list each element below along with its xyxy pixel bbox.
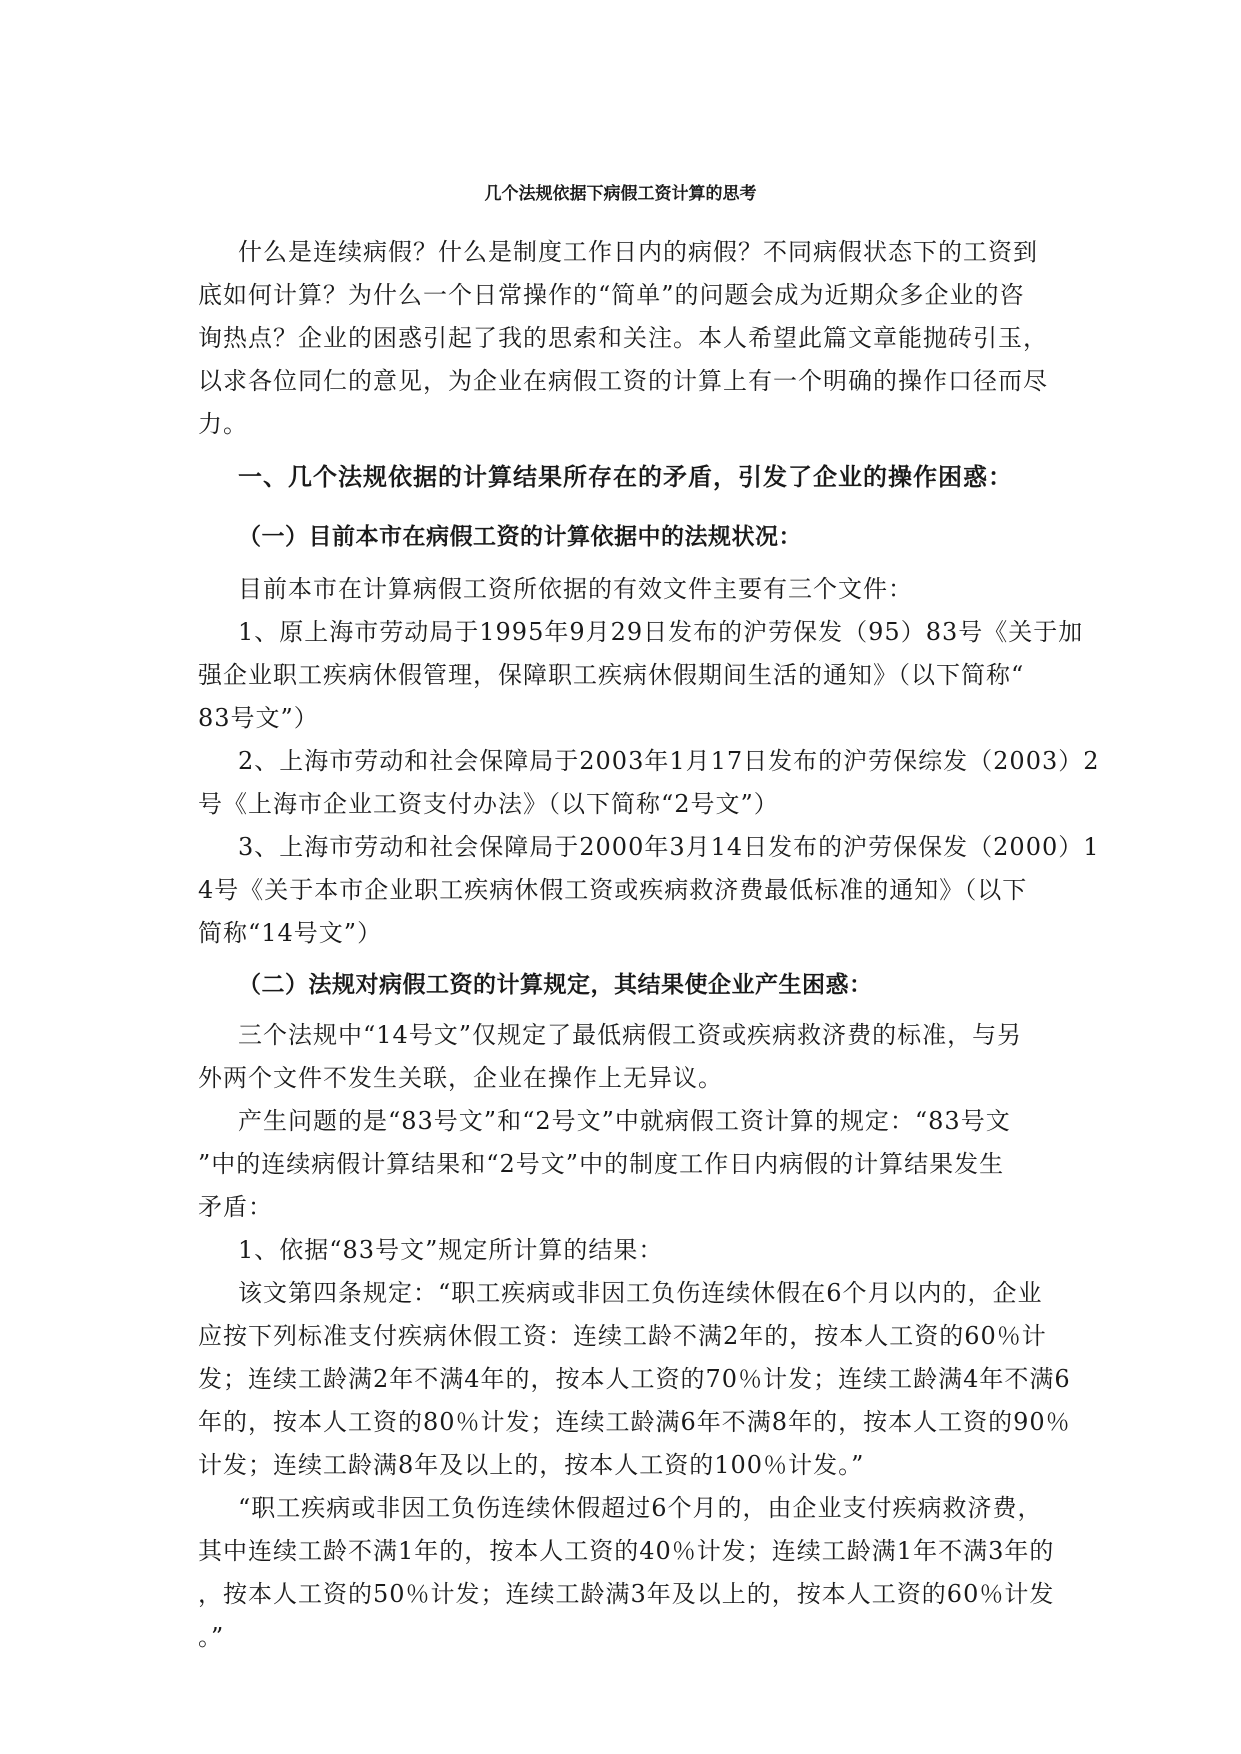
- body-line: 其中连续工龄不满1年的，按本人工资的40％计发；连续工龄满1年不满3年的: [198, 1537, 1055, 1565]
- body-line: 产生问题的是“83号文”和“2号文”中就病假工资计算的规定：“83号文: [238, 1107, 1011, 1135]
- subsection-heading: （二）法规对病假工资的计算规定，其结果使企业产生困惑：: [238, 972, 873, 998]
- body-line: 2、上海市劳动和社会保障局于2003年1月17日发布的沪劳保综发（2003）2: [238, 747, 1100, 775]
- body-line: 号《上海市企业工资支付办法》（以下简称“2号文”）: [198, 790, 779, 818]
- body-line: 1、依据“83号文”规定所计算的结果：: [238, 1236, 664, 1264]
- body-line: 计发；连续工龄满8年及以上的，按本人工资的100％计发。”: [198, 1451, 865, 1479]
- body-line: 应按下列标准支付疾病休假工资：连续工龄不满2年的，按本人工资的60％计: [198, 1322, 1047, 1350]
- body-line: 外两个文件不发生关联，企业在操作上无异议。: [198, 1064, 723, 1092]
- body-line: 强企业职工疾病休假管理，保障职工疾病休假期间生活的通知》（以下简称“: [198, 661, 1025, 689]
- body-line: ”中的连续病假计算结果和“2号文”中的制度工作日内病假的计算结果发生: [198, 1150, 1005, 1178]
- document-title: 几个法规依据下病假工资计算的思考: [484, 184, 757, 204]
- body-line: 简称“14号文”）: [198, 919, 383, 947]
- body-line: 年的，按本人工资的80％计发；连续工龄满6年不满8年的，按本人工资的90％: [198, 1408, 1071, 1436]
- body-line: ，按本人工资的50％计发；连续工龄满3年及以上的，按本人工资的60％计发: [198, 1580, 1055, 1608]
- body-line: 矛盾：: [198, 1193, 273, 1221]
- intro-line: 底如何计算？为什么一个日常操作的“简单”的问题会成为近期众多企业的咨: [198, 281, 1025, 309]
- subsection-heading: （一）目前本市在病假工资的计算依据中的法规状况：: [238, 524, 802, 550]
- body-line: 3、上海市劳动和社会保障局于2000年3月14日发布的沪劳保保发（2000）1: [238, 833, 1100, 861]
- intro-line: 以求各位同仁的意见，为企业在病假工资的计算上有一个明确的操作口径而尽: [198, 367, 1048, 395]
- body-line: 发；连续工龄满2年不满4年的，按本人工资的70％计发；连续工龄满4年不满6: [198, 1365, 1071, 1393]
- intro-line: 力。: [198, 410, 248, 438]
- body-line: 该文第四条规定：“职工疾病或非因工负伤连续休假在6个月以内的，企业: [238, 1279, 1043, 1307]
- body-line: 4号《关于本市企业职工疾病休假工资或疾病救济费最低标准的通知》（以下: [198, 876, 1028, 904]
- body-line: 目前本市在计算病假工资所依据的有效文件主要有三个文件：: [238, 575, 913, 603]
- body-line: 。”: [198, 1623, 225, 1651]
- body-line: 三个法规中“14号文”仅规定了最低病假工资或疾病救济费的标准，与另: [238, 1021, 1023, 1049]
- body-line: “职工疾病或非因工负伤连续休假超过6个月的，由企业支付疾病救济费，: [238, 1494, 1043, 1522]
- section-heading: 一、几个法规依据的计算结果所存在的矛盾，引发了企业的操作困惑：: [238, 463, 1013, 491]
- intro-line: 询热点？企业的困惑引起了我的思索和关注。本人希望此篇文章能抛砖引玉，: [198, 324, 1048, 352]
- intro-line: 什么是连续病假？什么是制度工作日内的病假？不同病假状态下的工资到: [238, 238, 1038, 266]
- body-line: 83号文”）: [198, 704, 319, 732]
- body-line: 1、原上海市劳动局于1995年9月29日发布的沪劳保发（95）83号《关于加: [238, 618, 1084, 646]
